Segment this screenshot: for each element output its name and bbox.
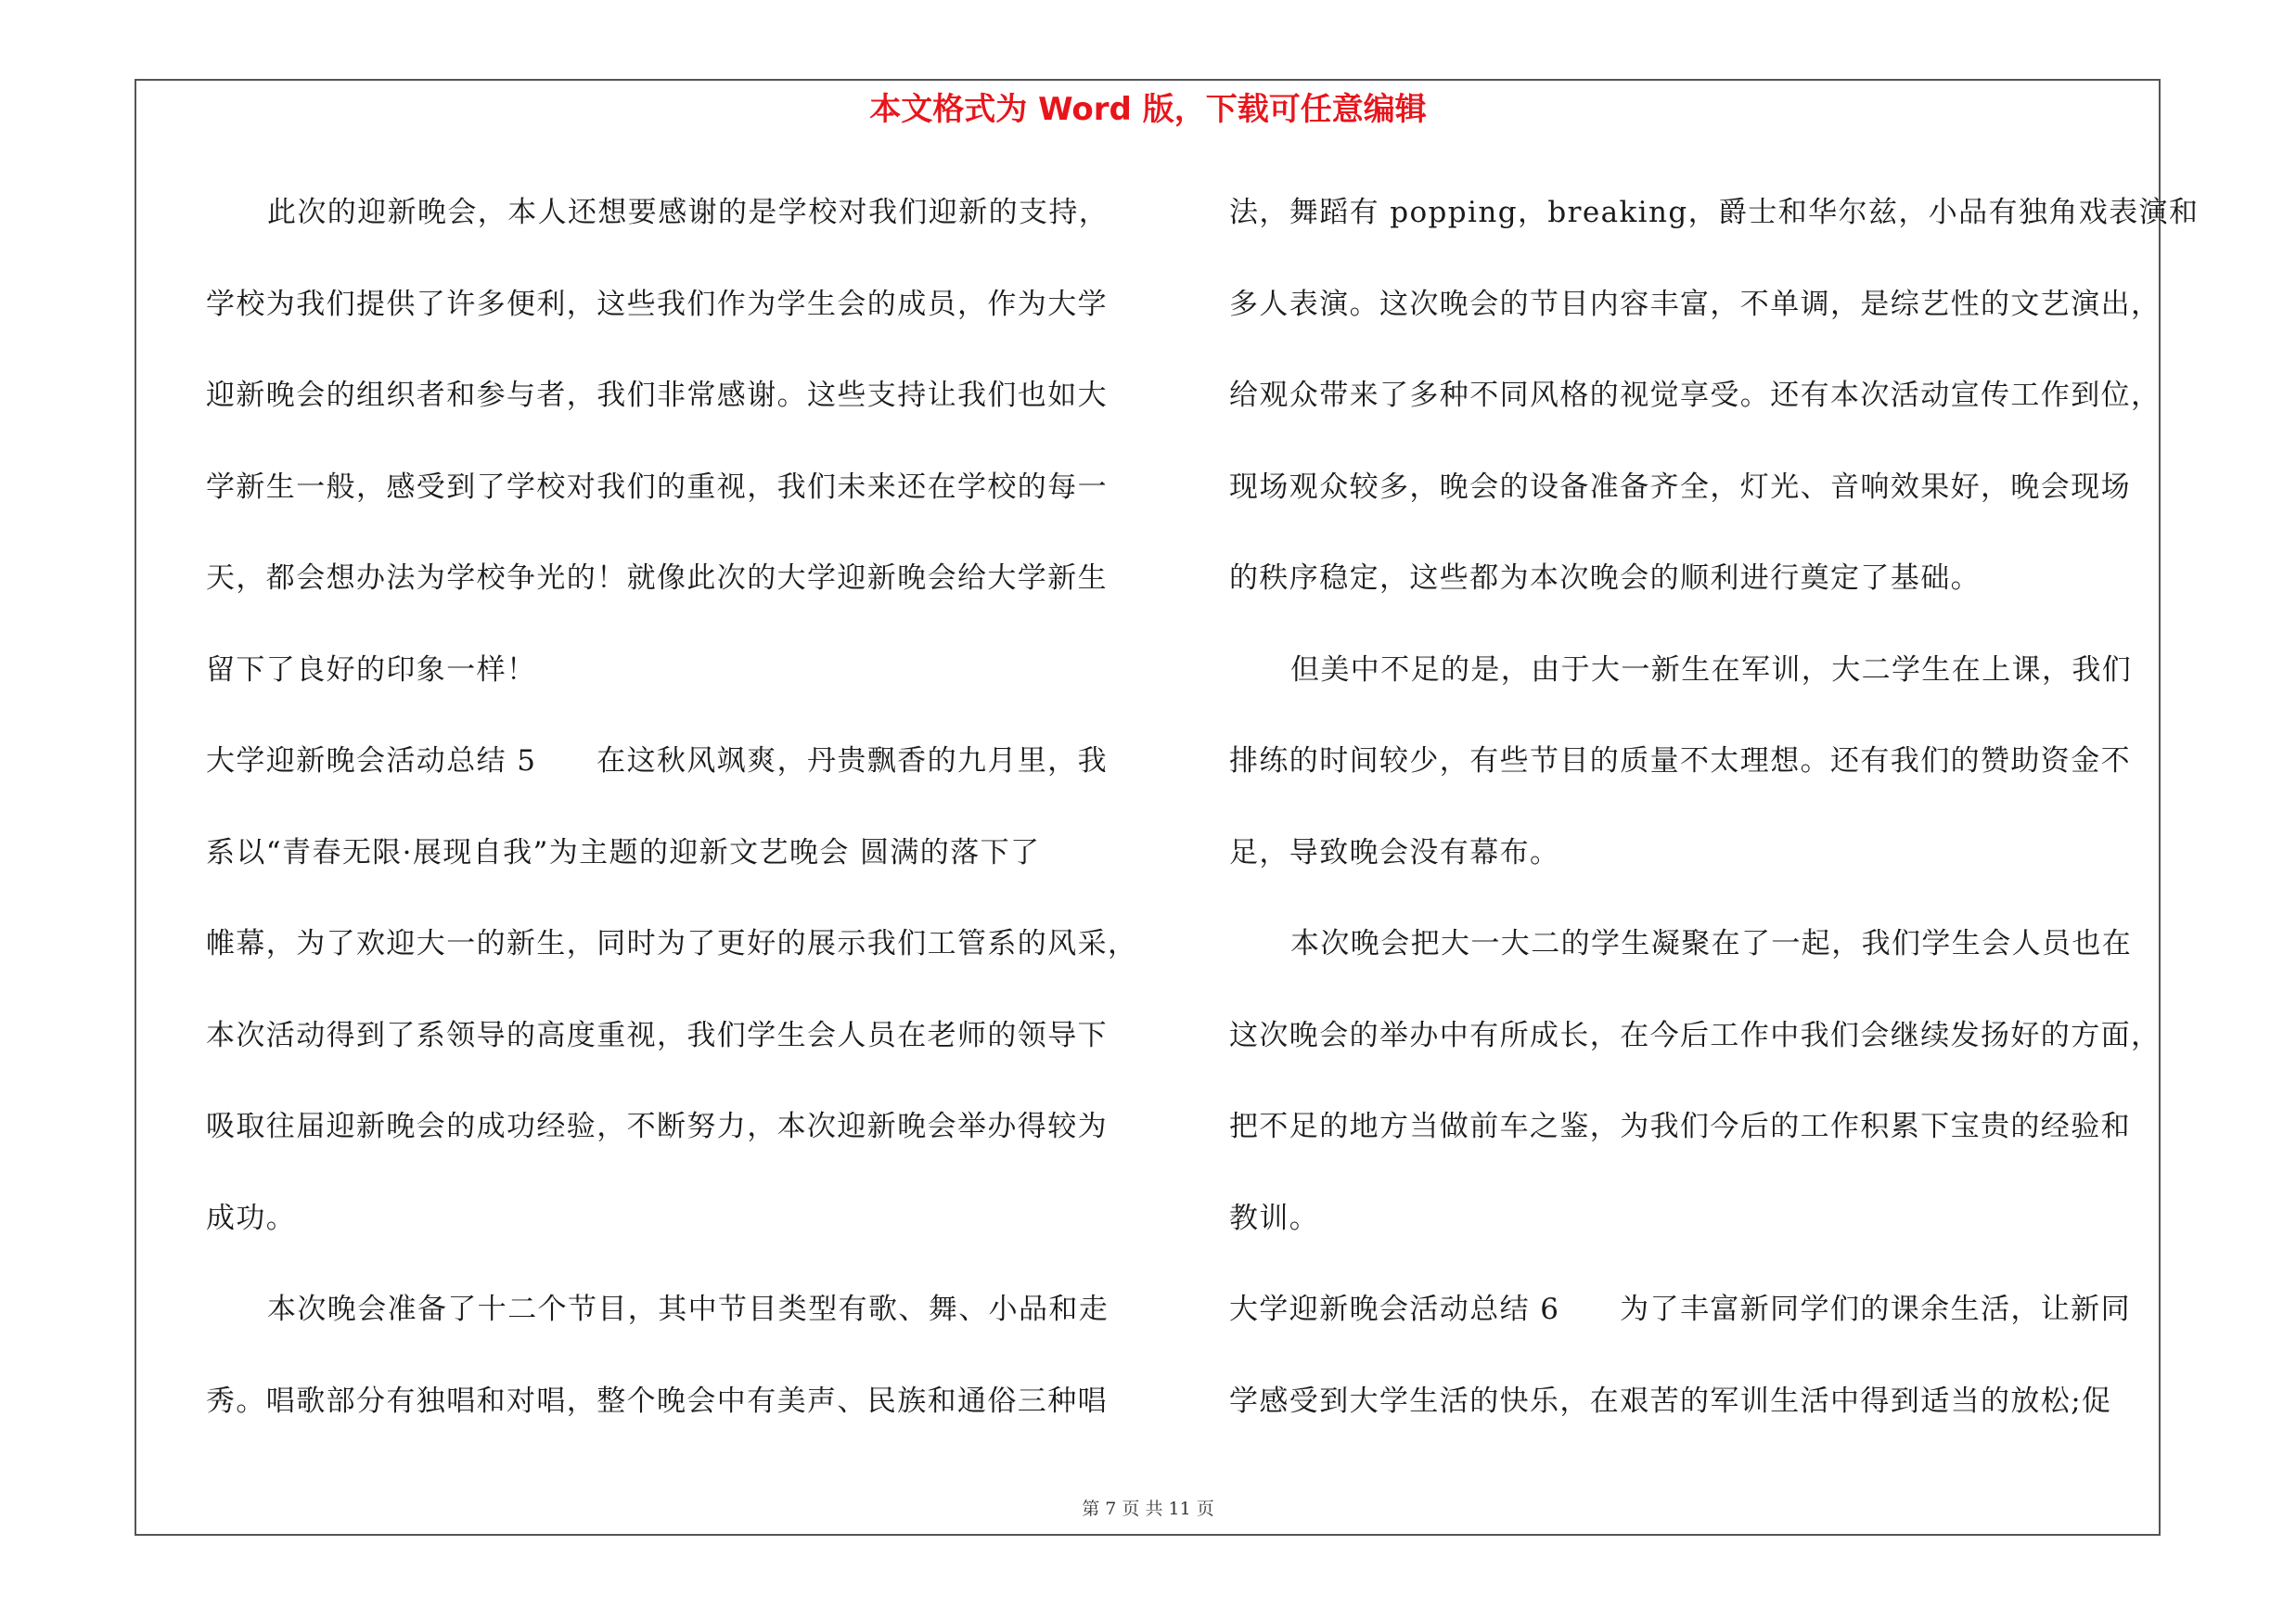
paragraph-line: 学校为我们提供了许多便利，这些我们作为学生会的成员，作为大学 (206, 287, 1108, 321)
paragraph-line: 排练的时间较少，有些节目的质量不太理想。还有我们的赞助资金不 (1229, 744, 2131, 778)
paragraph-line: 足，导致晚会没有幕布。 (1229, 835, 1560, 869)
paragraph-line: 这次晚会的举办中有所成长，在今后工作中我们会继续发扬好的方面， (1229, 1018, 2161, 1052)
section-heading-line: 大学迎新晚会活动总结 6 为了丰富新同学们的课余生活，让新同 (1229, 1293, 2131, 1326)
paragraph-line: 的秩序稳定，这些都为本次晚会的顺利进行奠定了基础。 (1229, 561, 1981, 595)
paragraph-line: 把不足的地方当做前车之鉴，为我们今后的工作积累下宝贵的经验和 (1229, 1110, 2131, 1143)
paragraph-line: 教训。 (1229, 1201, 1320, 1235)
paragraph-line: 吸取往届迎新晚会的成功经验，不断努力，本次迎新晚会举办得较为 (206, 1110, 1108, 1143)
paragraph-line: 学感受到大学生活的快乐，在艰苦的军训生活中得到适当的放松;促 (1229, 1384, 2112, 1418)
paragraph-line: 留下了良好的印象一样！ (206, 652, 537, 687)
paragraph-line: 法，舞蹈有 popping，breaking，爵士和华尔兹，小品有独角戏表演和 (1229, 196, 2200, 229)
total-page-count: 11 (1168, 1499, 1191, 1519)
paragraph-line: 多人表演。这次晚会的节目内容丰富，不单调，是综艺性的文艺演出， (1229, 287, 2161, 321)
paragraph-line: 系以“青春无限·展现自我”为主题的迎新文艺晚会 圆满的落下了 (206, 835, 1041, 869)
section-heading-line: 大学迎新晚会活动总结 5 在这秋风飒爽，丹贵飘香的九月里，我 (206, 744, 1108, 778)
paragraph-line: 学新生一般，感受到了学校对我们的重视，我们未来还在学校的每一 (206, 470, 1108, 504)
paragraph-line: 现场观众较多，晚会的设备准备齐全，灯光、音响效果好，晚会现场 (1229, 470, 2131, 504)
paragraph-line: 天，都会想办法为学校争光的！就像此次的大学迎新晚会给大学新生 (206, 561, 1108, 595)
paragraph-line: 成功。 (206, 1201, 297, 1235)
current-page-number: 7 (1105, 1499, 1117, 1519)
paragraph-line: 但美中不足的是，由于大一新生在军训，大二学生在上课，我们 (1290, 652, 2133, 687)
left-text-column (206, 184, 1138, 1463)
format-notice-banner: 本文格式为 Word 版，下载可任意编辑 (869, 91, 1427, 128)
paragraph-line: 给观众带来了多种不同风格的视觉享受。还有本次活动宣传工作到位， (1229, 379, 2161, 412)
right-text-column (1229, 184, 2200, 1463)
paragraph-line: 本次活动得到了系领导的高度重视，我们学生会人员在老师的领导下 (206, 1018, 1108, 1052)
paragraph-line: 迎新晚会的组织者和参与者，我们非常感谢。这些支持让我们也如大 (206, 379, 1108, 412)
page-number-footer (0, 1496, 2296, 1522)
paragraph-line: 本次晚会准备了十二个节目，其中节目类型有歌、舞、小品和走 (267, 1293, 1110, 1326)
page-middle-text: 页 共 (1122, 1499, 1163, 1519)
paragraph-line: 秀。唱歌部分有独唱和对唱，整个晚会中有美声、民族和通俗三种唱 (206, 1384, 1108, 1418)
paragraph-line: 此次的迎新晚会，本人还想要感谢的是学校对我们迎新的支持， (267, 196, 1110, 229)
paragraph-line: 本次晚会把大一大二的学生凝聚在了一起，我们学生会人员也在 (1290, 927, 2133, 960)
paragraph-line: 帷幕，为了欢迎大一的新生，同时为了更好的展示我们工管系的风采， (206, 927, 1138, 960)
page-prefix: 第 (1082, 1499, 1100, 1519)
page-suffix: 页 (1196, 1499, 1214, 1519)
